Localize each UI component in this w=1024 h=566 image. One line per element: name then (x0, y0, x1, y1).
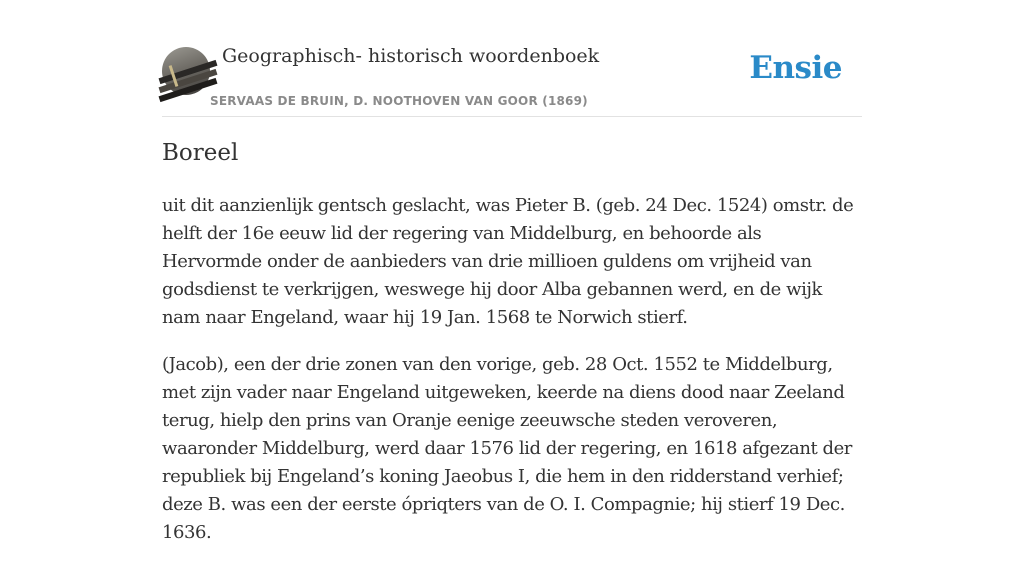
book-title[interactable]: Geographisch- historisch woordenboek (222, 45, 600, 67)
entry-title: Boreel (162, 140, 239, 166)
ensie-logo[interactable]: Ensie (749, 50, 842, 86)
book-authors: SERVAAS DE BRUIN, D. NOOTHOVEN VAN GOOR (1869) (210, 94, 588, 108)
book-stack-icon[interactable] (162, 47, 210, 95)
entry-body (162, 192, 862, 566)
entry-paragraph: (Jacob), een der drie zonen van den vorige, geb. 28 Oct. 1552 te Middelburg, met zijn vader naar Engeland uitgeweken, keerde na diens dood naar Zeeland terug, hielp den prins van Oranje eenige zeeuwsche steden veroveren, waaronder Middelburg, werd daar 1576 lid der regering, en 1618 afgezant der republiek bij Engeland’s koning Jaeobus I, die hem in den ridderstand verhief; deze B. was een der eerste ópriqters van de O. I. Compagnie; hij stierf 19 Dec. 1636. (162, 354, 852, 543)
entry-paragraph: uit dit aanzienlijk gentsch geslacht, was Pieter B. (geb. 24 Dec. 1524) omstr. de helft der 16e eeuw lid der regering van Middelburg, en behoorde als Hervormde onder de aanbieders van drie millioen guldens om vrijheid van godsdienst te verkrijgen, weswege hij door Alba gebannen werd, en de wijk nam naar Engeland, waar hij 19 Jan. 1568 te Norwich stierf. (162, 195, 854, 328)
page (162, 0, 862, 543)
source-header (162, 0, 862, 117)
